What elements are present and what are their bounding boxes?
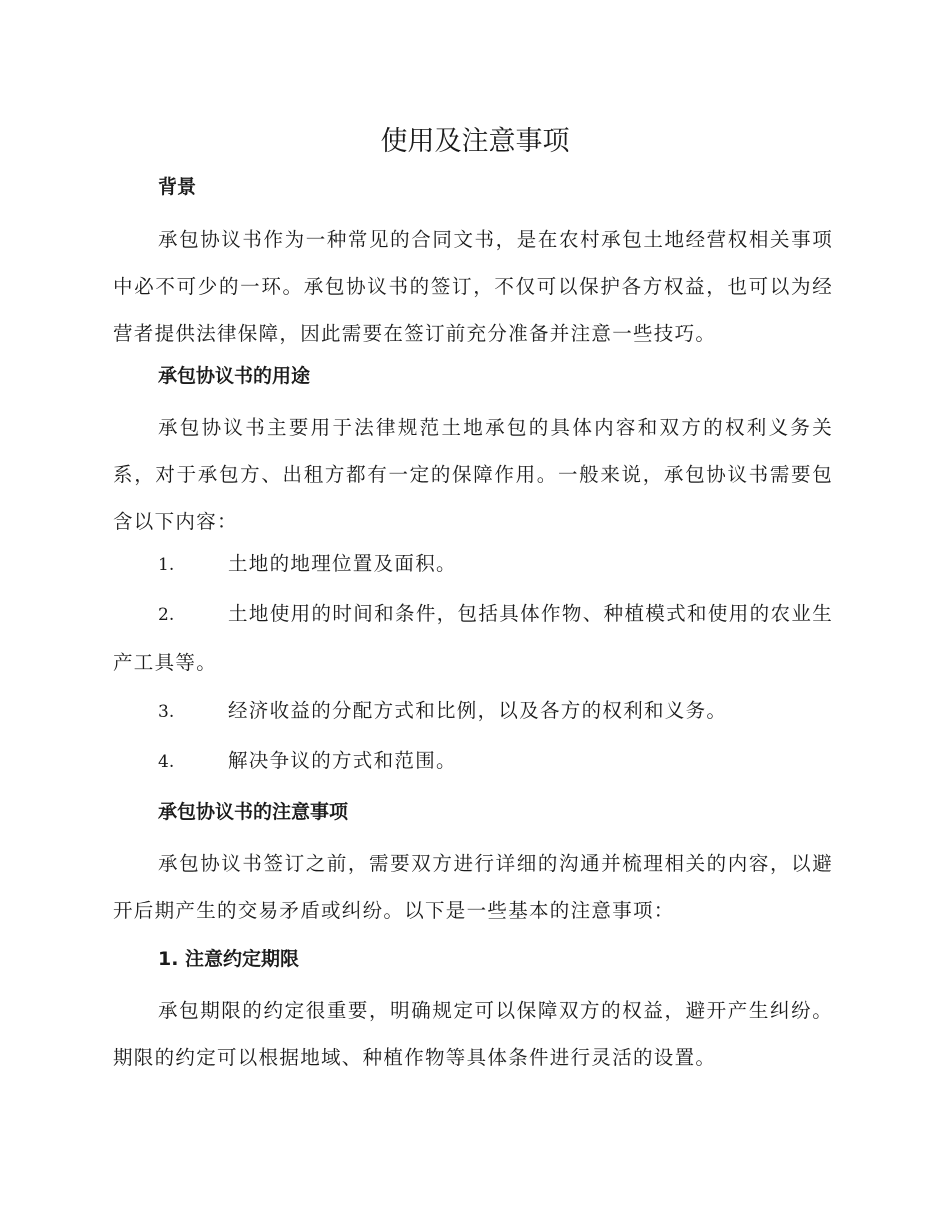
paragraph-background: 承包协议书作为一种常见的合同文书，是在农村承包土地经营权相关事项中必不可少的一环。承包协议书的签订，不仅可以保护各方权益，也可以为经营者提供法律保障，因此需要在签订前充分准备并注意一些技巧。 [113,228,833,345]
list-item-number: 1. [158,555,175,575]
list-item-text: 土地的地理位置及面积。 [228,552,457,575]
list-item-number: 4. [158,752,175,772]
list-item [113,737,833,786]
list-item [113,590,833,686]
list-item-text: 土地使用的时间和条件，包括具体作物、种植模式和使用的农业生产工具等。 [113,602,833,674]
list-item [113,687,833,736]
list-item-text: 解决争议的方式和范围。 [228,749,457,772]
paragraph-notes: 承包协议书签订之前，需要双方进行详细的沟通并梳理相关的内容，以避开后期产生的交易矛盾或纠纷。以下是一些基本的注意事项： [113,852,833,922]
list-item-number: 2. [158,605,175,625]
list-item-number: 3. [158,702,175,722]
list-item-text: 经济收益的分配方式和比例，以及各方的权利和义务。 [228,699,728,722]
section-heading-term: 1. 注意约定期限 [158,948,300,970]
section-heading-background: 背景 [158,176,197,198]
section-heading-usage: 承包协议书的用途 [158,365,311,387]
paragraph-usage: 承包协议书主要用于法律规范土地承包的具体内容和双方的权利义务关系，对于承包方、出租方都有一定的保障作用。一般来说，承包协议书需要包含以下内容： [113,416,833,533]
list-item [113,540,833,589]
document-title: 使用及注意事项 [380,126,570,157]
paragraph-term: 承包期限的约定很重要，明确规定可以保障双方的权益，避开产生纠纷。期限的约定可以根据地域、种植作物等具体条件进行灵活的设置。 [113,999,833,1069]
section-heading-notes: 承包协议书的注意事项 [158,801,349,823]
